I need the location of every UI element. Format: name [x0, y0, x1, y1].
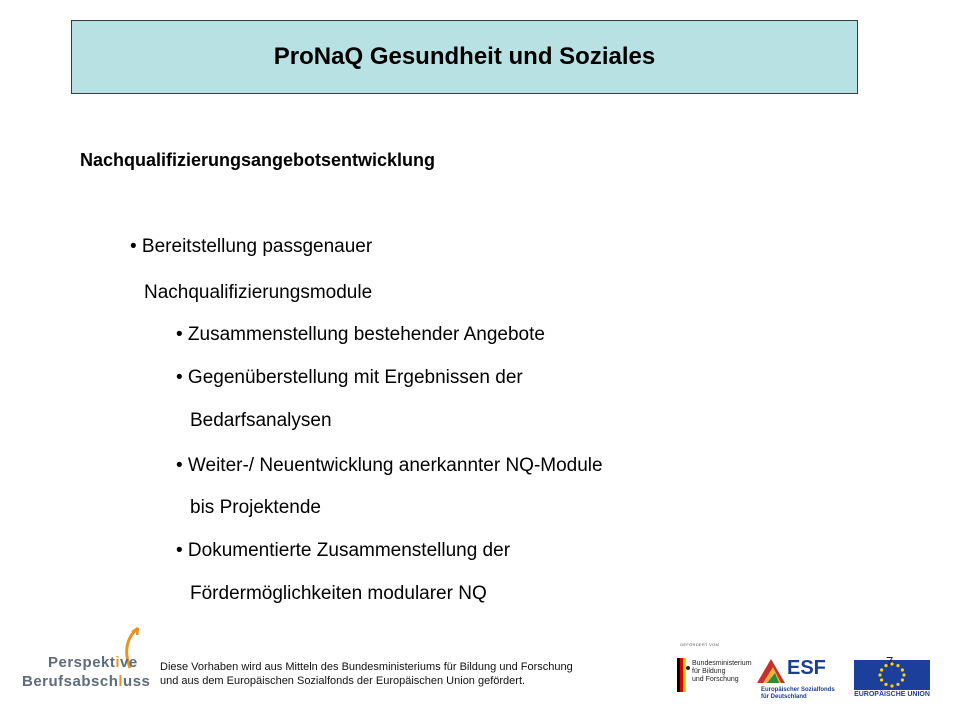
funding-notice-line: Diese Vorhaben wird aus Mitteln des Bundesministeriums für Bildung und Forschung — [160, 661, 573, 673]
title-box — [71, 20, 858, 94]
bullet-line: bis Projektende — [190, 497, 321, 518]
logo-word-berufsabschluss: Berufsabschluss — [22, 673, 151, 690]
bullet-line: Nachqualifizierungsmodule — [144, 282, 373, 303]
esf-triangle-icon — [755, 655, 789, 685]
esf-logo — [755, 655, 835, 703]
bullet-line: Fördermöglichkeiten modularer NQ — [190, 583, 487, 604]
bullet-line: Bedarfsanalysen — [190, 410, 332, 431]
bullet-line: • Bereitstellung passgenauer — [130, 236, 373, 257]
slide-title: ProNaQ Gesundheit und Soziales — [273, 43, 656, 70]
bmbf-logo — [676, 640, 752, 702]
slide-subheading: Nachqualifizierungsangebotsentwicklung — [80, 150, 436, 170]
federal-eagle-icon — [676, 658, 690, 692]
bullet-line: • Gegenüberstellung mit Ergebnissen der — [176, 367, 523, 388]
bullet-line: • Dokumentierte Zusammenstellung der — [176, 540, 511, 561]
bmbf-name: Bundesministerium für Bildung und Forschung — [692, 660, 752, 683]
page-number: 7 — [886, 654, 894, 669]
esf-subtitle: Europäischer Sozialfonds für Deutschland — [761, 687, 835, 700]
bullet-line: • Weiter-/ Neuentwicklung anerkannter NQ-Module — [176, 455, 603, 476]
perspektive-berufsabschluss-logo — [20, 626, 150, 696]
logo-word-perspektive: Perspektive — [48, 654, 138, 671]
eu-label: EUROPÄISCHE UNION — [854, 691, 930, 698]
funding-notice — [160, 660, 573, 688]
bullet-line: • Zusammenstellung bestehender Angebote — [176, 324, 545, 345]
funding-notice-line: und aus dem Europäischen Sozialfonds der Europäischen Union gefördert. — [160, 675, 526, 687]
bmbf-funded-by: GEFÖRDERT VOM — [680, 642, 720, 647]
esf-wordmark: ESF — [787, 657, 826, 679]
